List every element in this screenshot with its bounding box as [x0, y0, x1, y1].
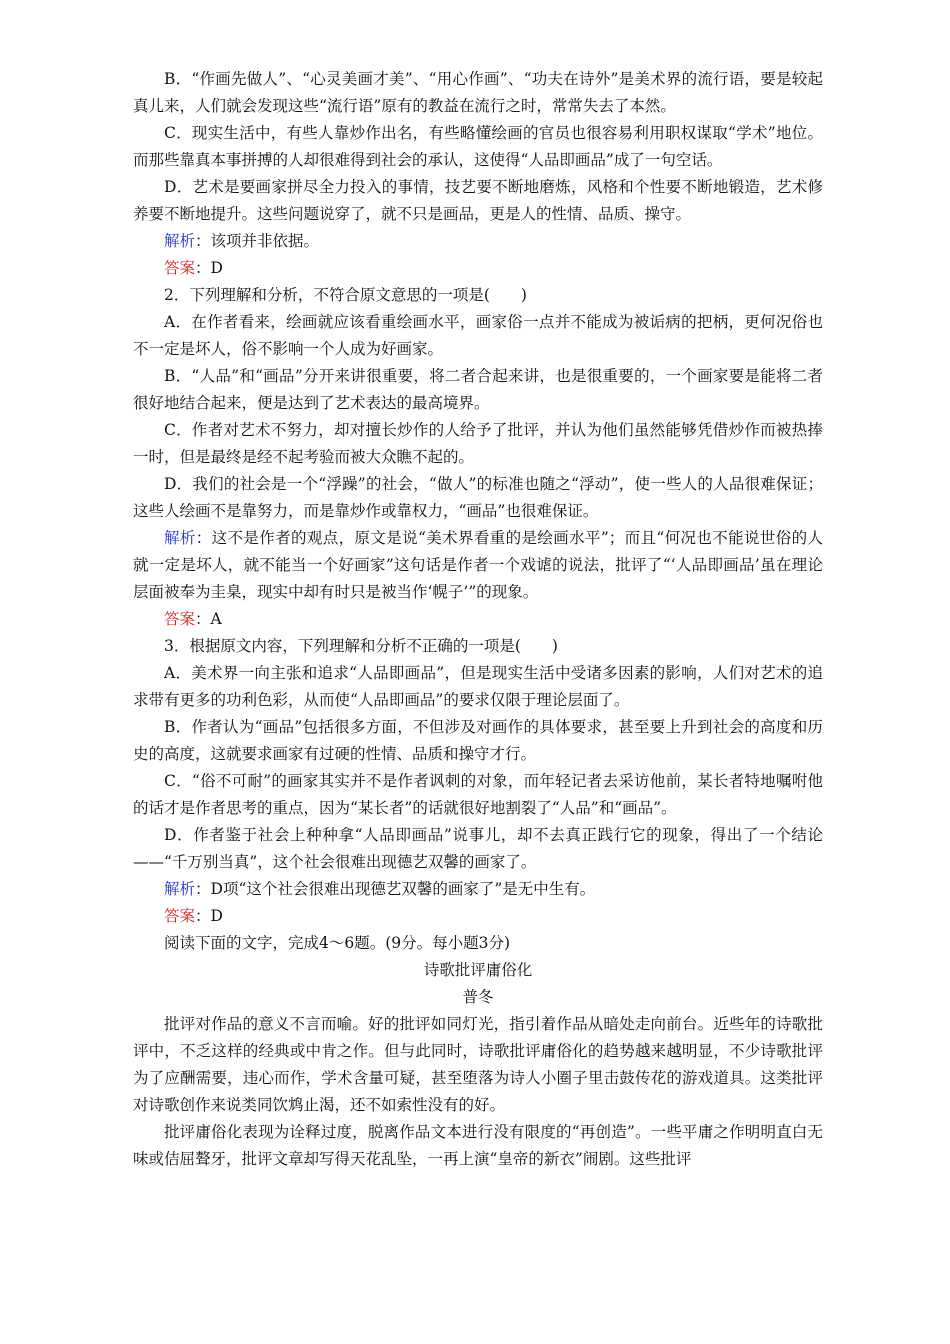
q2-answer — [133, 606, 823, 633]
answer-label: 答案 — [164, 610, 196, 628]
article-paragraph: 批评庸俗化表现为诠释过度，脱离作品文本进行没有限度的“再创造”。一些平庸之作明明直白无味或佶屈聱牙，批评文章却写得天花乱坠，一再上演“皇帝的新衣”闹剧。这些批评 — [133, 1123, 823, 1168]
analysis-text: ：这不是作者的观点，原文是说“美术界看重的是绘画水平”；而且“何况也不能说世俗的人就一定是坏人，就不能当一个好画家”这句话是作者一个戏谑的说法，批评了“‘人品即画品’虽在理论层面被奉为圭臬，现实中却有时只是被当作‘幌子’”的现象。 — [133, 529, 823, 601]
answer-label: 答案 — [164, 259, 196, 277]
article-author: 普冬 — [462, 988, 494, 1006]
answer-text: ：A — [195, 610, 222, 628]
q2-option-a: A．在作者看来，绘画就应该看重绘画水平，画家俗一点并不能成为被诟病的把柄，更何况俗也不一定是坏人，俗不影响一个人成为好画家。 — [133, 313, 823, 358]
q3-option-a: A．美术界一向主张和追求“人品即画品”，但是现实生活中受诸多因素的影响，人们对艺术的追求带有更多的功利色彩，从而使“人品即画品”的要求仅限于理论层面了。 — [133, 664, 823, 709]
answer-label: 答案 — [164, 907, 196, 925]
q2-stem: 2．下列理解和分析，不符合原文意思的一项是( ) — [164, 286, 527, 304]
article-paragraph: 批评对作品的意义不言而喻。好的批评如同灯光，指引着作品从暗处走向前台。近些年的诗歌批评中，不乏这样的经典或中肯之作。但与此同时，诗歌批评庸俗化的趋势越来越明显，不少诗歌批评为了应酬需要，违心而作，学术含量可疑，甚至堕落为诗人小圈子里击鼓传花的游戏道具。这类批评对诗歌创作来说类同饮鸩止渴，还不如索性没有的好。 — [133, 1015, 823, 1114]
analysis-label: 解析 — [164, 232, 196, 250]
document-page — [133, 66, 823, 1173]
q2-analysis — [133, 525, 823, 606]
answer-text: ：D — [195, 259, 223, 277]
analysis-label: 解析 — [164, 880, 196, 898]
q2-option-d: D．我们的社会是一个“浮躁”的社会，“做人”的标准也随之“浮动”，使一些人的人品很难保证；这些人绘画不是靠努力，而是靠炒作或靠权力，“画品”也很难保证。 — [133, 475, 823, 520]
q2-option-b: B．“人品”和“画品”分开来讲很重要，将二者合起来讲，也是很重要的，一个画家要是能将二者很好地结合起来，便是达到了艺术表达的最高境界。 — [133, 367, 823, 412]
q3-stem: 3．根据原文内容，下列理解和分析不正确的一项是( ) — [164, 637, 558, 655]
q3-analysis — [133, 876, 823, 903]
q1-answer — [133, 255, 823, 282]
analysis-label: 解析 — [164, 529, 196, 547]
analysis-text: ：D项“这个社会很难出现德艺双馨的画家了”是无中生有。 — [195, 880, 596, 898]
analysis-text: ：该项并非依据。 — [195, 232, 320, 250]
q3-option-d: D．作者鉴于社会上种种拿“人品即画品”说事儿，却不去真正践行它的现象，得出了一个结论——“千万别当真”，这个社会很难出现德艺双馨的画家了。 — [133, 826, 823, 871]
q1-analysis — [133, 228, 823, 255]
article-title: 诗歌批评庸俗化 — [423, 961, 533, 979]
q3-option-c: C．“俗不可耐”的画家其实并不是作者讽刺的对象，而年轻记者去采访他前，某长者特地嘱咐他的话才是作者思考的重点，因为“某长者”的话就很好地割裂了“人品”和“画品”。 — [133, 772, 823, 817]
q1-option-d: D．艺术是要画家拼尽全力投入的事情，技艺要不断地磨炼，风格和个性要不断地锻造，艺术修养要不断地提升。这些问题说穿了，就不只是画品，更是人的性情、品质、操守。 — [133, 178, 823, 223]
answer-text: ：D — [195, 907, 223, 925]
reading-intro: 阅读下面的文字，完成4～6题。(9分。每小题3分) — [164, 934, 511, 952]
q1-option-c: C．现实生活中，有些人靠炒作出名，有些略懂绘画的官员也很容易利用职权谋取“学术”地位。而那些靠真本事拼搏的人却很难得到社会的承认，这使得“人品即画品”成了一句空话。 — [133, 124, 823, 169]
q3-answer — [133, 903, 823, 930]
q1-option-b: B．“作画先做人”、“心灵美画才美”、“用心作画”、“功夫在诗外”是美术界的流行语，要是较起真儿来，人们就会发现这些“流行语”原有的教益在流行之时，常常失去了本然。 — [133, 70, 823, 115]
q2-option-c: C．作者对艺术不努力，却对擅长炒作的人给予了批评，并认为他们虽然能够凭借炒作而被热捧一时，但是最终是经不起考验而被大众瞧不起的。 — [133, 421, 823, 466]
q3-option-b: B．作者认为“画品”包括很多方面，不但涉及对画作的具体要求，甚至要上升到社会的高度和历史的高度，这就要求画家有过硬的性情、品质和操守才行。 — [133, 718, 823, 763]
